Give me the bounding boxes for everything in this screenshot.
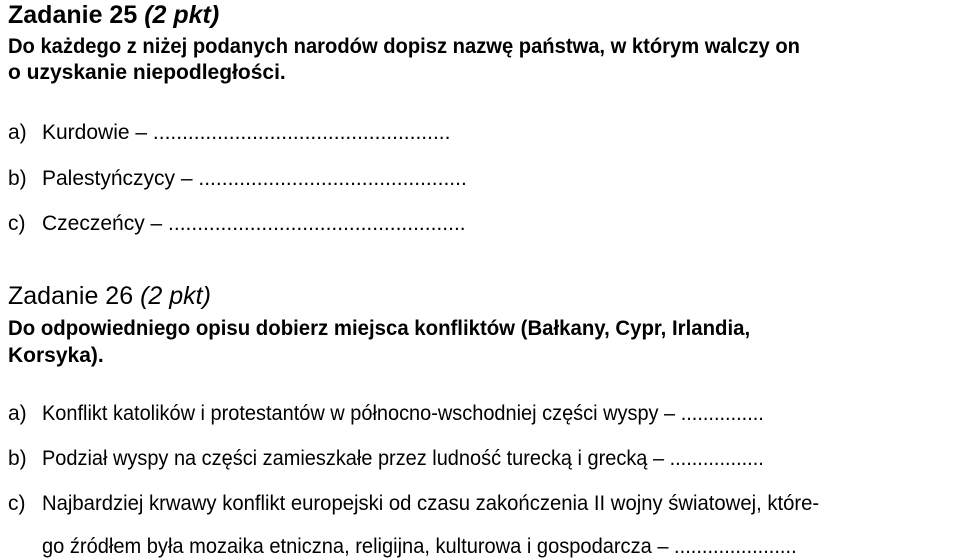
- task26-item-a-label: a): [8, 402, 27, 425]
- task25-points: (2 pkt): [144, 1, 220, 29]
- task25-title: Zadanie 25: [8, 1, 138, 29]
- task25-heading: [8, 1, 219, 29]
- task25-question-line2: o uzyskanie niepodległości.: [8, 61, 286, 84]
- task25-question-line1: [8, 34, 833, 60]
- task26-item-b-text: Podział wyspy na części zamieszkałe przez ludność turecką i grecką – .................: [42, 447, 764, 470]
- task26-item-b: [8, 446, 802, 472]
- task26-item-c-line2: [42, 534, 832, 560]
- task25-item-b: [8, 166, 467, 192]
- task26-item-a-text: Konflikt katolików i protestantów w północno-wschodniej części wyspy – ...............: [42, 402, 764, 425]
- task26-question-line1: [8, 316, 773, 342]
- task26-item-c-text2: go źródłem była mozaika etniczna, religijna, kulturowa i gospodarcza – ......................: [42, 535, 797, 558]
- task26-item-c-text: Najbardziej krwawy konflikt europejski od czasu zakończenia II wojny światowej, które-: [42, 492, 820, 515]
- task25-item-c: [8, 211, 466, 237]
- task25-item-c-label: c): [8, 212, 26, 235]
- task26-item-c: [8, 491, 847, 517]
- task25-item-c-text: Czeczeńcy – ...................................................: [42, 212, 466, 235]
- task26-item-c-label: c): [8, 492, 26, 515]
- task25-item-a: [8, 120, 450, 146]
- task25-item-a-label: a): [8, 121, 27, 144]
- task26-question-line2: Korsyka).: [8, 344, 104, 367]
- task25-item-b-label: b): [8, 167, 27, 190]
- task25-item-b-text: Palestyńczycy – ..............................................: [42, 167, 467, 190]
- task26-item-a: [8, 401, 802, 427]
- task26-points: (2 pkt): [140, 282, 211, 310]
- task26-question-text1: Do odpowiedniego opisu dobierz miejsca konfliktów (Bałkany, Cypr, Irlandia,: [8, 317, 751, 340]
- task26-heading: [8, 282, 211, 310]
- task25-item-a-text: Kurdowie – ...................................................: [42, 121, 451, 144]
- task25-question-text1: Do każdego z niżej podanych narodów dopisz nazwę państwa, w którym walczy on: [8, 35, 800, 58]
- task26-item-b-label: b): [8, 447, 27, 470]
- task26-title: Zadanie 26: [8, 282, 134, 310]
